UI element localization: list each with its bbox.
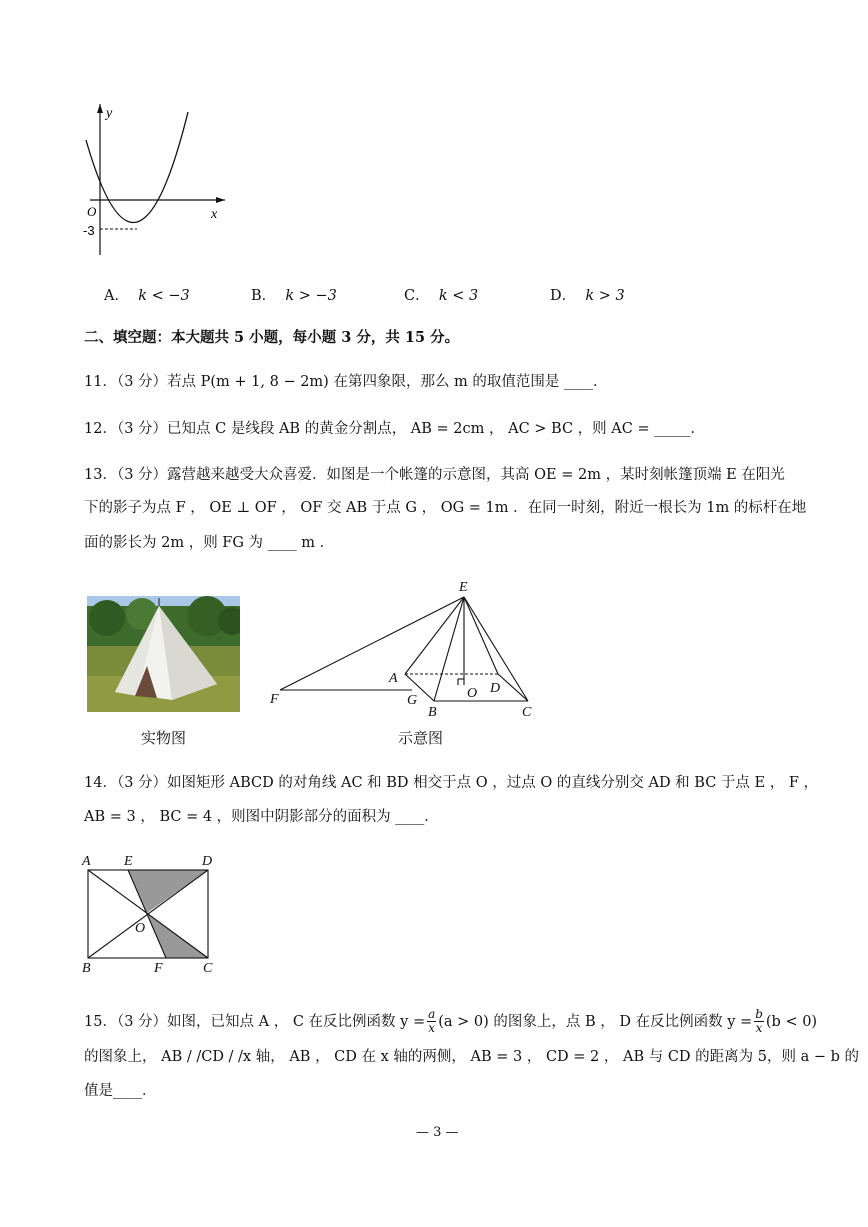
question-13-line1: 13．（3 分）露营越来越受大众喜爱．如图是一个帐篷的示意图，其高 OE = 2m ，某时刻帐篷顶端 E 在阳光 bbox=[84, 467, 785, 483]
fraction-a-over-x: $\frac{a}{x}$ bbox=[428, 1007, 436, 1035]
page-number: — 3 — bbox=[416, 1125, 459, 1140]
point-g-label: G bbox=[407, 693, 418, 708]
rect-e-label: E bbox=[124, 854, 133, 869]
option-a: A． k < −3 bbox=[104, 288, 190, 304]
question-15-line3: 值是____． bbox=[84, 1083, 157, 1099]
point-d-label: D bbox=[490, 681, 501, 696]
rect-o-label: O bbox=[135, 921, 146, 936]
rect-c-label: C bbox=[203, 961, 213, 976]
graph-min-label: -3 bbox=[83, 223, 95, 238]
rect-f-label: F bbox=[154, 961, 163, 976]
question-14-line1: 14．（3 分）如图矩形 ABCD 的对角线 AC 和 BD 相交于点 O ，过点 O 的直线分别交 AD 和 BC 于点 E ， F ， bbox=[84, 775, 818, 791]
question-13-line2: 下的影子为点 F ， OE ⊥ OF ， OF 交 AB 于点 G ， OG = 1m ．在同一时刻，附近一根长为 1m 的标杆在地 bbox=[84, 500, 807, 516]
graph-y-label: y bbox=[106, 106, 113, 121]
rect-b-label: B bbox=[82, 961, 91, 976]
point-c-label: C bbox=[522, 705, 532, 720]
question-13-line3: 面的影长为 2m ，则 FG 为 ____ m ． bbox=[84, 535, 335, 551]
option-b: B． k > −3 bbox=[251, 288, 337, 304]
question-14-line2: AB = 3 ， BC = 4 ，则图中阴影部分的面积为 ____． bbox=[84, 809, 439, 825]
graph-origin-label: O bbox=[87, 204, 97, 219]
question-11: 11．（3 分）若点 P(m + 1, 8 − 2m) 在第四象限，那么 m 的取值范围是 ____． bbox=[84, 374, 608, 390]
parabola-graph bbox=[80, 100, 230, 260]
question-15-line1 bbox=[84, 1008, 817, 1035]
question-15-line2: 的图象上， AB / /CD / /x 轴， AB ， CD 在 x 轴的两侧， AB = 3 ， CD = 2 ， AB 与 CD 的距离为 5，则 a − b 的 bbox=[84, 1049, 859, 1065]
tent-diagram bbox=[268, 575, 543, 720]
option-c: C． k < 3 bbox=[404, 288, 479, 304]
tent-photo bbox=[87, 596, 240, 712]
section-heading: 二、填空题：本大题共 5 小题，每小题 3 分，共 15 分。 bbox=[84, 329, 460, 346]
q15-text-c: (b < 0) bbox=[765, 1013, 818, 1030]
q15-text-a: 15．（3 分）如图，已知点 A ， C 在反比例函数 y = bbox=[84, 1013, 426, 1030]
point-b-label: B bbox=[428, 705, 437, 720]
point-a-label: A bbox=[389, 671, 398, 686]
question-12: 12．（3 分）已知点 C 是线段 AB 的黄金分割点， AB = 2cm ， AC > BC ，则 AC = _____． bbox=[84, 421, 705, 437]
rect-d-label: D bbox=[202, 854, 213, 869]
option-d: D． k > 3 bbox=[550, 288, 625, 304]
diagram-caption: 示意图 bbox=[398, 729, 444, 747]
point-o-label: O bbox=[467, 686, 478, 701]
fraction-b-over-x: $\frac{b}{x}$ bbox=[755, 1007, 763, 1035]
rect-a-label: A bbox=[82, 854, 91, 869]
point-e-label: E bbox=[459, 580, 468, 595]
graph-x-label: x bbox=[211, 207, 218, 222]
q15-text-b: (a > 0) 的图象上，点 B ， D 在反比例函数 y = bbox=[438, 1013, 753, 1030]
rectangle-diagram bbox=[78, 850, 228, 978]
point-f-label: F bbox=[270, 692, 279, 707]
photo-caption: 实物图 bbox=[141, 729, 187, 747]
